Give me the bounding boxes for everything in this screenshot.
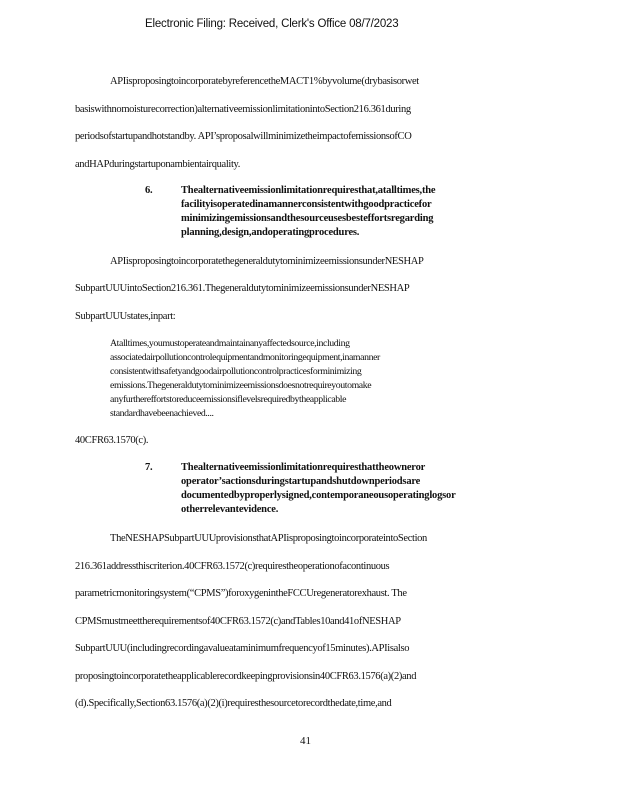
- paragraph-line: basiswithnomoisturecorrection)alternativeemissionlimitationintoSection216.361during: [75, 104, 411, 115]
- quote-line: associatedairpollutioncontrolequipmentandmonitoringequipment,inamanner: [110, 352, 380, 363]
- paragraph-line: SubpartUUUstates,inpart:: [75, 311, 176, 322]
- item-heading-line: documentedbyproperlysigned,contemporaneousoperatinglogsor: [181, 490, 456, 501]
- item-heading-line: planning,design,andoperatingprocedures.: [181, 227, 360, 238]
- paragraph-line: APIisproposingtoincorporatethegeneraldutytominimizeemissionsunderNESHAP: [110, 256, 424, 267]
- quote-line: standardhavebeenachieved....: [110, 408, 214, 419]
- paragraph-line: proposingtoincorporatetheapplicablerecordkeepingprovisionsin40CFR63.1576(a)(2)and: [75, 671, 417, 682]
- quote-line: consistentwithsafetyandgoodairpollutioncontrolpracticesforminimizing: [110, 366, 362, 377]
- quote-line: Atalltimes,youmustoperateandmaintainanyaffectedsource,including: [110, 338, 350, 349]
- item-heading-line: Thealternativeemissionlimitationrequiresthat,atalltimes,the: [181, 185, 436, 196]
- paragraph-line: (d).Specifically,Section63.1576(a)(2)(i)requiresthesourcetorecordthedate,time,and: [75, 698, 392, 709]
- citation: 40CFR63.1570(c).: [75, 435, 149, 446]
- item-heading-line: facilityisoperatedinamannerconsistentwithgoodpracticefor: [181, 199, 432, 210]
- item-heading-line: operator’sactionsduringstartupandshutdownperiodsare: [181, 476, 421, 487]
- paragraph-line: SubpartUUU(includingrecordingavalueataminimumfrequencyof15minutes).APIisalso: [75, 643, 410, 654]
- filing-header: Electronic Filing: Received, Clerk's Office 08/7/2023: [145, 18, 399, 30]
- item-heading-line: Thealternativeemissionlimitationrequiresthattheowneror: [181, 462, 426, 473]
- item-heading-line: otherrelevantevidence.: [181, 504, 279, 515]
- paragraph-line: TheNESHAPSubpartUUUprovisionsthatAPIisproposingtoincorporateintoSection: [110, 533, 427, 544]
- item-number: 6.: [145, 185, 153, 196]
- item-heading-line: minimizingemissionsandthesourceusesbesteffortsregarding: [181, 213, 434, 224]
- paragraph-line: parametricmonitoringsystem(“CPMS”)foroxygenintheFCCUregeneratorexhaust. The: [75, 588, 407, 599]
- quote-line: emissions.Thegeneraldutytominimizeemissionsdoesnotrequireyoutomake: [110, 380, 372, 391]
- paragraph-line: CPMSmustmeettherequirementsof40CFR63.1572(c)andTables10and41ofNESHAP: [75, 616, 401, 627]
- paragraph-line: andHAPduringstartuponambientairquality.: [75, 159, 241, 170]
- paragraph-line: periodsofstartupandhotstandby. API’sproposalwillminimizetheimpactofemissionsofCO: [75, 131, 412, 142]
- quote-line: anyfurthereffortstoreduceemissionsiflevelsrequiredbytheapplicable: [110, 394, 347, 405]
- paragraph-line: 216.361addressthiscriterion.40CFR63.1572(c)requirestheoperationofacontinuous: [75, 561, 390, 572]
- paragraph-line: SubpartUUUintoSection216.361.ThegeneraldutytominimizeemissionsunderNESHAP: [75, 283, 410, 294]
- item-number: 7.: [145, 462, 153, 473]
- page-number: 41: [300, 735, 311, 747]
- paragraph-line: APIisproposingtoincorporatebyreferencetheMACT1%byvolume(drybasisorwet: [110, 76, 419, 87]
